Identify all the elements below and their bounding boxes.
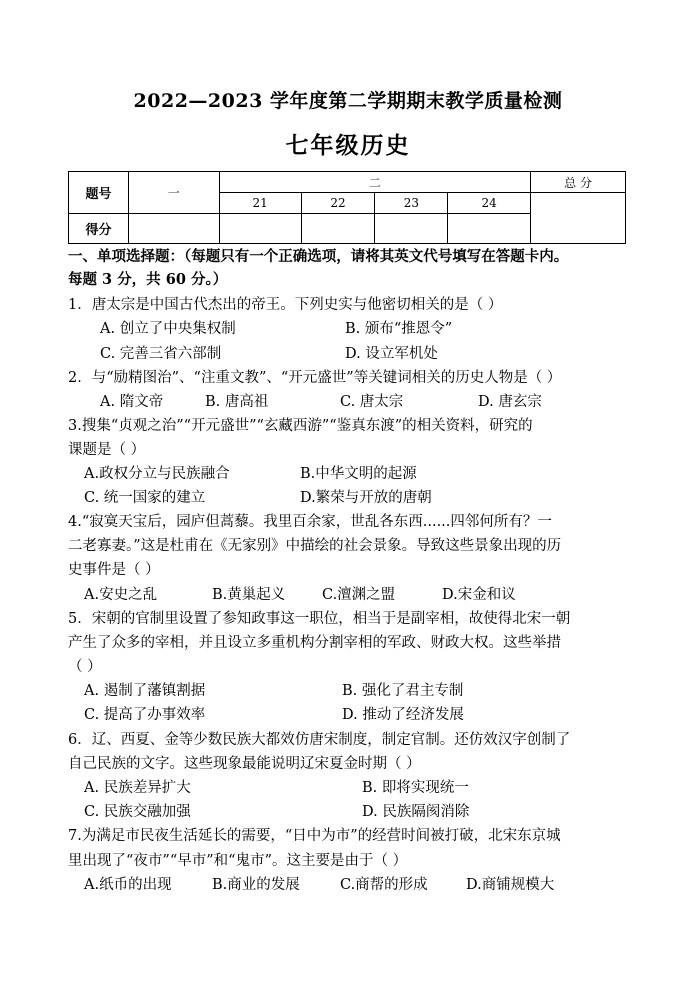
q2-stem: 2．与“励精图治”、“注重文教”、“开元盛世”等关键词相关的历史人物是（ ） — [68, 370, 562, 386]
q2-option-b: B. 唐高祖 — [205, 394, 269, 410]
q6-option-a: A. 民族差异扩大 — [84, 780, 191, 796]
q7-option-b: B.商业的发展 — [212, 877, 300, 893]
q4-stem-line-3: 史事件是（ ） — [68, 562, 160, 578]
q4-option-d: D.宋金和议 — [442, 587, 516, 603]
section-one-line-1: 一、单项选择题：（每题只有一个正确选项，请将其英文代号填写在答题卡内。 — [68, 248, 569, 265]
q3-stem-line-2: 课题是（ ） — [68, 442, 146, 458]
q1-option-a: A. 创立了中央集权制 — [100, 321, 236, 337]
q6-option-c: C. 民族交融加强 — [84, 804, 191, 820]
q7-stem-line-1: 7.为满足市民夜生活延长的需要，“日中为市”的经营时间被打破，北宋东京城 — [68, 828, 561, 844]
q4-option-a: A.安史之乱 — [84, 587, 158, 603]
q2-option-d: D. 唐玄宗 — [478, 394, 542, 410]
q6-stem-line-1: 6．辽、西夏、金等少数民族大都效仿唐宋制度，制定官制。还仿效汉字创制了 — [68, 732, 571, 748]
section-one-instruction — [68, 245, 638, 291]
q5-option-b: B. 强化了君主专制 — [342, 683, 464, 699]
score-cell-part-one — [128, 214, 219, 244]
total-score-cell — [531, 193, 626, 244]
q5-stem-line-3: （ ） — [68, 659, 102, 675]
q1-option-c: C. 完善三省六部制 — [100, 346, 222, 362]
q7-stem-line-2: 里出现了“夜市”“早市”和“鬼市”。这主要是由于（ ） — [68, 853, 408, 869]
q7-option-c: C.商帮的形成 — [340, 877, 428, 893]
q6-option-b: B. 即将实现统一 — [362, 780, 469, 796]
q7-option-a: A.纸币的出现 — [84, 877, 172, 893]
q1-stem: 1．唐太宗是中国古代杰出的帝王。下列史实与他密切相关的是（ ） — [68, 297, 503, 313]
exam-title: 2022—2023 学年度第二学期期末教学质量检测 — [133, 90, 563, 112]
score-cell-22 — [301, 214, 375, 244]
part-one-header: 一 — [128, 172, 219, 214]
question-23-header: 23 — [375, 193, 448, 214]
exam-subject: 七年级历史 — [285, 132, 411, 159]
question-24-header: 24 — [448, 193, 531, 214]
score-cell-24 — [448, 214, 531, 244]
q1-option-d: D. 设立军机处 — [345, 346, 438, 362]
q5-option-a: A. 遏制了藩镇割据 — [84, 683, 206, 699]
row-label-question-number: 题号 — [69, 172, 129, 214]
q5-stem-line-2: 产生了众多的宰相，并且设立多重机构分割宰相的军政、财政大权。这些举措 — [68, 635, 561, 651]
total-header: 总 分 — [531, 172, 626, 193]
q3-option-c: C. 统一国家的建立 — [84, 490, 206, 506]
q5-stem-line-1: 5．宋朝的官制里设置了参知政事这一职位，相当于是副宰相，故使得北宋一朝 — [68, 611, 571, 627]
q4-option-c: C.澶渊之盟 — [322, 587, 396, 603]
q3-option-d: D.繁荣与开放的唐朝 — [300, 490, 432, 506]
score-table — [68, 171, 626, 244]
score-cell-21 — [219, 214, 301, 244]
q7-option-d: D.商铺规模大 — [466, 877, 555, 893]
row-label-score: 得分 — [69, 214, 129, 244]
part-two-header: 二 — [219, 172, 530, 193]
q2-option-c: C. 唐太宗 — [340, 394, 404, 410]
question-22-header: 22 — [301, 193, 375, 214]
q1-option-b: B. 颁布“推恩令” — [345, 321, 453, 337]
q5-option-c: C. 提高了办事效率 — [84, 707, 206, 723]
q3-stem-line-1: 3.搜集“贞观之治”“开元盛世”“玄藏西游”“鉴真东渡”的相关资料，研究的 — [68, 418, 533, 434]
score-cell-23 — [375, 214, 448, 244]
q2-option-a: A. 隋文帝 — [100, 394, 164, 410]
q4-stem-line-2: 二老寡妻。”这是杜甫在《无家别》中描绘的社会景象。导致这些景象出现的历 — [68, 538, 562, 554]
q6-option-d: D. 民族隔阂消除 — [362, 804, 470, 820]
q3-option-b: B.中华文明的起源 — [300, 466, 417, 482]
q4-stem-line-1: 4.“寂寞天宝后，园庐但蒿藜。我里百余家，世乱各东西......四邻何所有？一 — [68, 514, 552, 530]
question-21-header: 21 — [219, 193, 301, 214]
q6-stem-line-2: 自己民族的文字。这些现象最能说明辽宋夏金时期（ ） — [68, 756, 421, 772]
q5-option-d: D. 推动了经济发展 — [342, 707, 464, 723]
q4-option-b: B.黄巢起义 — [212, 587, 286, 603]
q3-option-a: A.政权分立与民族融合 — [84, 466, 230, 482]
section-one-line-2: 每题 3 分，共 60 分。） — [68, 271, 228, 288]
